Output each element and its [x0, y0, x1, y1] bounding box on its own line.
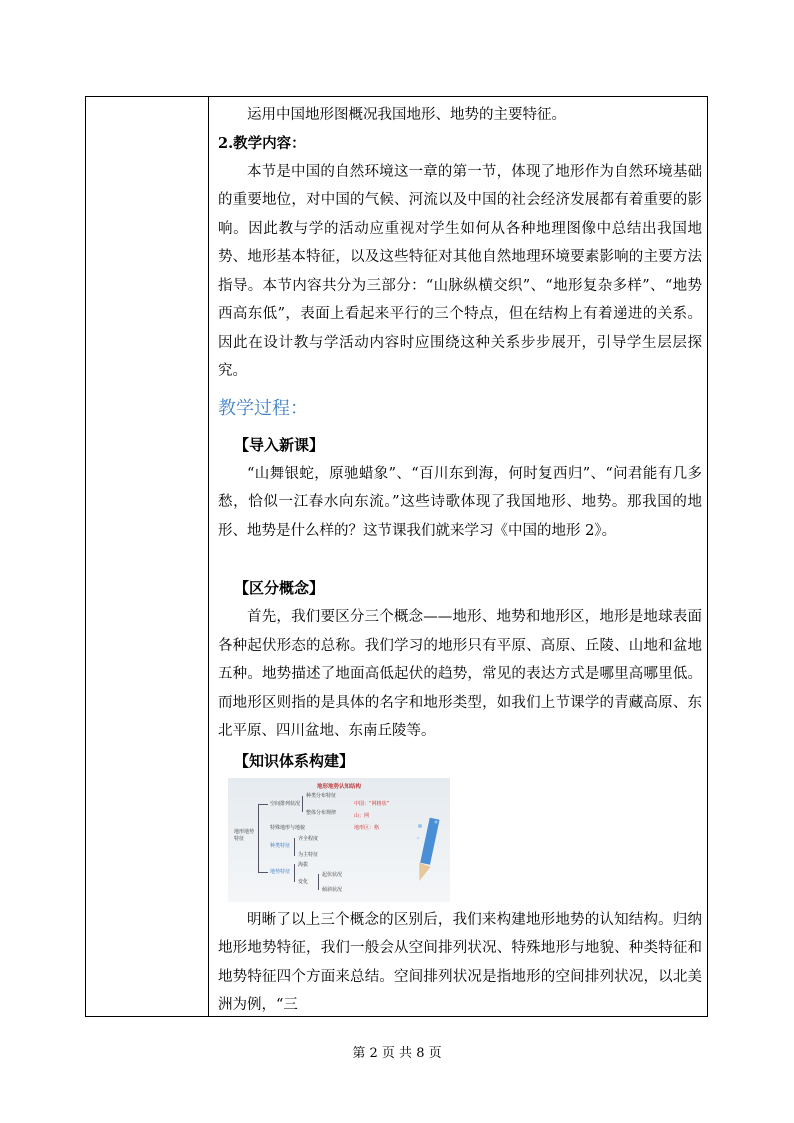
diagram-region: 地形区：格: [354, 824, 380, 831]
diagram-terrain-b1: 起伏状况: [322, 871, 343, 878]
concept-heading: 【区分概念】: [234, 579, 325, 597]
page-footer: 第 2 页 共 8 页: [352, 1046, 442, 1061]
content-cell: [218, 101, 702, 1020]
diagram-terrain-b2: 倾斜状况: [322, 886, 343, 893]
diagram-special: 特殊地形与地貌: [270, 824, 306, 831]
objective-line: 运用中国地形图概况我国地形、地势的主要特征。: [247, 107, 566, 123]
process-title: 教学过程：: [218, 397, 308, 419]
diagram-spatial: 空间排列状况: [270, 800, 301, 807]
column-divider: [208, 97, 209, 1016]
lesson-plan-table: [85, 96, 708, 1017]
system-body: 明晰了以上三个概念的区别后，我们来构建地形地势的认知结构。归纳地形地势特征，我们一般会从空间排列状况、特殊地形与地貌、种类特征和地势特征四个方面来总结。空间排列状况是指地形的空间排列状况，以北美洲为例，“三: [218, 911, 702, 1013]
concept-body: 首先，我们要区分三个概念——地形、地势和地形区，地形是地球表面各种起伏形态的总称。我们学习的地形只有平原、高原、丘陵、山地和盆地五种。地势描述了地面高低起伏的趋势，常见的表达方式是哪里高哪里低。而地形区则指的是具体的名字和地形类型，如我们上节课学的青藏高原、东北平原、四川盆地、东南丘陵等。: [218, 609, 702, 739]
pencil-icon: [416, 816, 440, 884]
diagram-kind: 种类特征: [270, 842, 291, 849]
diagram-spatial-a: 种类分布特征: [306, 792, 337, 799]
intro-heading: 【导入新课】: [234, 435, 325, 454]
diagram-title: 地形地势认知结构: [316, 783, 361, 790]
diagram-kind-b: 为主特征: [298, 851, 319, 858]
diagram-root: 地形地势 特征: [234, 828, 255, 842]
diagram-mountain: 山：网: [354, 812, 370, 819]
diagram-terrain-b: 变化: [298, 878, 309, 885]
diagram-spatial-b: 整体分布规律: [306, 809, 337, 816]
diagram-terrain-a: 海拔: [298, 861, 309, 868]
diagram-terrain: 地势特征: [270, 868, 291, 875]
intro-body: “山舞银蛇，原驰蜡象”、“百川东到海，何时复西归”、“问君能有几多愁，恰似一江春水向东流。”这些诗歌体现了我国地形、地势。那我国的地形、地势是什么样的？这节课我们就来学习《中国的地形 2》。: [218, 465, 702, 539]
system-heading: 【知识体系构建】: [234, 751, 355, 770]
section2-body: 本节是中国的自然环境这一章的第一节，体现了地形作为自然环境基础的重要地位，对中国的气候、河流以及中国的社会经济发展都有着重要的影响。因此教与学的活动应重视对学生如何从各种地理图像中总结出我国地势、地形基本特征，以及这些特征对其他自然地理环境要素影响的主要方法指导。本节内容共分为三部分：“山脉纵横交织”、“地形复杂多样”、“地势西高东低”，表面上看起来平行的三个特点，但在结构上有着递进的关系。因此在设计教与学活动内容时应围绕这种关系步步展开，引导学生层层探究。: [218, 163, 702, 379]
knowledge-structure-diagram: [228, 778, 450, 902]
diagram-kind-a: 齐全程度: [298, 835, 319, 842]
section2-title: 2.教学内容：: [218, 134, 306, 152]
diagram-china: 中国：“网格状”: [354, 800, 390, 807]
